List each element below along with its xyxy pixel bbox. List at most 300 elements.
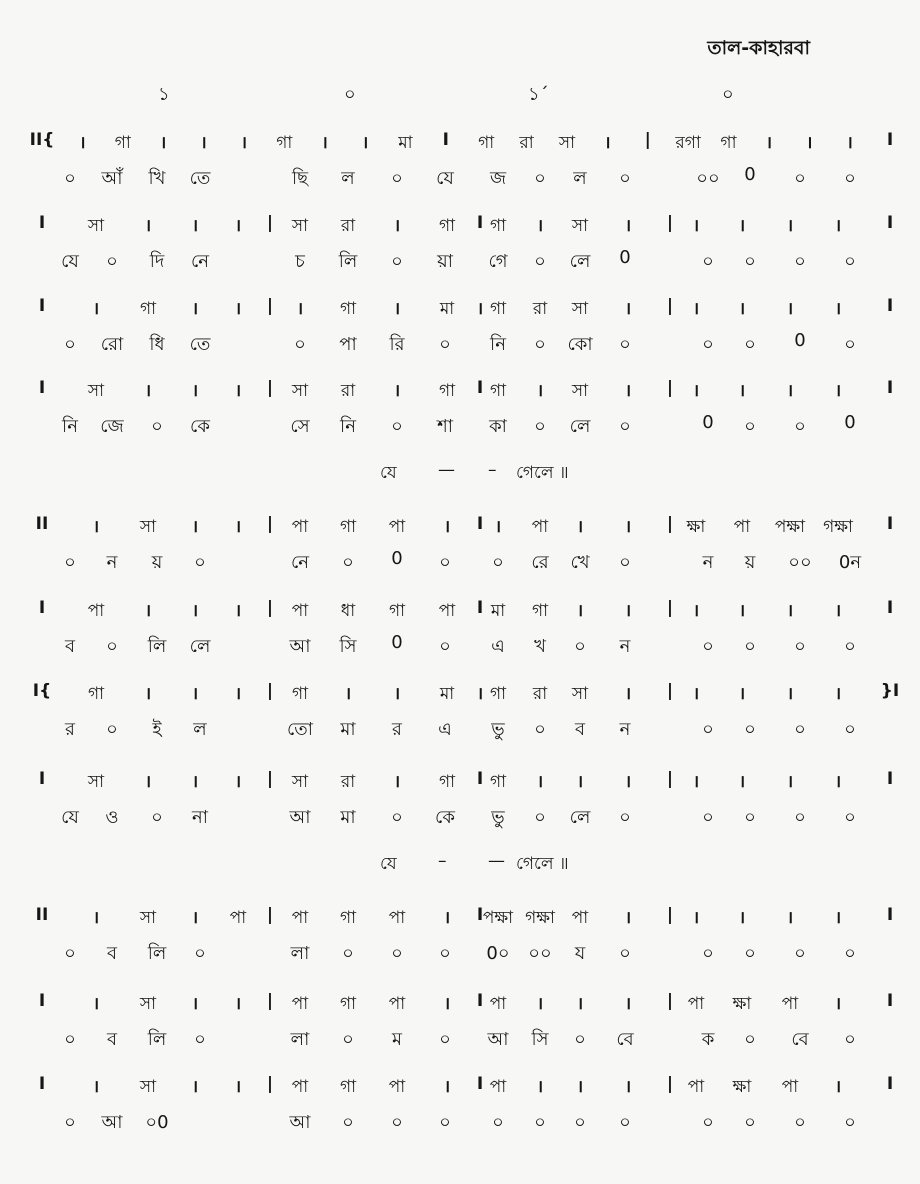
lyric-syllable: লে: [569, 251, 591, 272]
note-token: ।: [234, 299, 242, 319]
lyric-syllable: তে: [189, 334, 211, 355]
note-token: |: [666, 905, 674, 925]
lyric-syllable: আ: [289, 807, 311, 828]
note-token: ।: [234, 216, 242, 236]
note-token: গা: [339, 517, 357, 537]
note-token: ।: [738, 381, 746, 401]
note-token: |: [266, 991, 274, 1011]
lyric-syllable: য: [574, 943, 586, 964]
note-token: |: [266, 378, 274, 398]
lyric-syllable: ০: [391, 943, 403, 964]
note-token: ।: [834, 601, 842, 621]
notation-line: [0, 681, 920, 711]
note-token: ।: [79, 133, 86, 153]
note-token: ।: [576, 994, 584, 1014]
note-token: ।: [834, 772, 842, 792]
note-token: |: [666, 514, 674, 534]
note-token: ।: [692, 299, 700, 319]
note-token: পা: [388, 994, 406, 1014]
note-token: |: [266, 681, 274, 701]
note-token: ।: [692, 381, 700, 401]
note-token: I: [886, 378, 894, 398]
lyric-syllable: ০: [744, 719, 756, 740]
note-token: ।: [191, 684, 199, 704]
note-token: পা: [229, 908, 247, 928]
note-token: সা: [87, 381, 105, 401]
lyric-syllable: তো: [286, 719, 314, 740]
lyric-syllable: নে: [290, 552, 310, 573]
beat-marker: ০: [722, 84, 734, 105]
note-token: সা: [139, 517, 157, 537]
lyric-syllable: ০: [844, 334, 856, 355]
lyric-syllable: ০: [794, 636, 806, 657]
refrain-text: যে: [380, 463, 397, 483]
note-token: ।: [144, 601, 152, 621]
lyric-syllable: ০: [534, 168, 546, 189]
note-token: I: [886, 598, 894, 618]
note-token: I: [886, 130, 894, 150]
lyric-syllable: খ: [534, 636, 546, 657]
lyric-syllable: রি: [389, 334, 405, 355]
lyric-syllable: ব: [64, 636, 76, 657]
note-token: ।: [624, 684, 632, 704]
note-token: ।: [576, 601, 584, 621]
note-token: সা: [571, 381, 589, 401]
lyric-syllable: ০: [844, 719, 856, 740]
note-token: ।: [846, 133, 853, 153]
lyric-syllable: ০: [744, 943, 756, 964]
note-token: I: [38, 598, 46, 618]
note-token: ক্ষা: [732, 994, 752, 1014]
lyric-syllable: ন: [619, 719, 631, 740]
lyric-syllable: জে: [100, 416, 124, 437]
lyric-syllable: লে: [569, 416, 591, 437]
lyric-syllable: ০: [744, 334, 756, 355]
note-token: গা: [720, 133, 737, 153]
note-token: ।: [144, 381, 152, 401]
note-token: II: [35, 905, 49, 925]
lyric-syllable: সি: [339, 636, 357, 657]
note-token: পক্ষা: [774, 517, 806, 537]
note-token: |: [266, 296, 274, 316]
lyric-syllable: ০: [744, 807, 756, 828]
lyric-syllable: ০: [534, 1112, 546, 1133]
note-token: সা: [291, 381, 309, 401]
lyric-syllable: ব: [106, 1029, 118, 1050]
lyric-syllable: ০: [64, 943, 76, 964]
lyric-syllable: লে: [569, 807, 591, 828]
note-token: ।: [393, 299, 401, 319]
lyric-syllable: কে: [190, 416, 210, 437]
lyric-syllable: লা: [290, 1029, 310, 1050]
note-token: |: [666, 378, 674, 398]
lyric-syllable: না: [192, 807, 208, 828]
note-token: গা: [478, 133, 495, 153]
note-token: ।: [738, 908, 746, 928]
lyric-syllable: ব: [574, 719, 586, 740]
lyric-syllable: লে: [189, 636, 211, 657]
lyric-syllable: ০: [294, 334, 306, 355]
lyric-syllable: নি: [340, 416, 356, 437]
lyric-syllable: ল: [573, 168, 587, 189]
note-token: ।: [765, 133, 773, 153]
lyric-syllable: ও: [105, 807, 119, 828]
note-token: ।: [738, 216, 746, 236]
lyric-syllable: ক: [701, 1029, 715, 1050]
lyric-syllable: দি: [149, 251, 165, 272]
note-token: সা: [87, 216, 105, 236]
note-token: ।: [361, 133, 369, 153]
note-token: I: [476, 378, 484, 398]
note-token: ।: [738, 299, 746, 319]
note-token: গা: [489, 299, 507, 319]
lyric-syllable: য়: [744, 552, 756, 573]
lyric-syllable: য়: [151, 552, 163, 573]
lyric-syllable: ন: [619, 636, 631, 657]
note-token: ।: [834, 1077, 842, 1097]
note-token: ।: [624, 994, 632, 1014]
lyric-syllable: ০: [794, 168, 806, 189]
lyric-syllable: ০: [702, 251, 714, 272]
lyric-syllable: ০: [194, 1029, 206, 1050]
note-token: II: [35, 514, 49, 534]
lyric-line: [0, 1025, 920, 1055]
note-token: ।: [624, 381, 632, 401]
lyric-syllable: ০: [702, 334, 714, 355]
lyric-syllable: ০: [64, 168, 76, 189]
lyric-syllable: ০: [794, 416, 806, 437]
note-token: I: [476, 514, 484, 534]
beat-marker: ১´: [528, 84, 549, 105]
note-token: ।: [234, 684, 242, 704]
note-token: ।: [144, 216, 152, 236]
note-token: ।: [834, 994, 842, 1014]
note-token: II{: [29, 130, 55, 150]
note-token: ।: [834, 908, 842, 928]
lyric-syllable: ০০: [788, 552, 812, 573]
lyric-syllable: ০: [702, 943, 714, 964]
note-token: গা: [339, 908, 357, 928]
lyric-syllable: ০: [794, 719, 806, 740]
lyric-syllable: ০: [391, 807, 403, 828]
notation-line: [0, 378, 920, 408]
lyric-syllable: রে: [531, 552, 549, 573]
lyric-syllable: লি: [338, 251, 358, 272]
note-token: |: [666, 1074, 674, 1094]
lyric-syllable: বে: [791, 1029, 809, 1050]
note-token: ।: [624, 772, 632, 792]
note-token: পা: [291, 1077, 309, 1097]
note-token: গা: [291, 684, 309, 704]
note-token: গা: [87, 684, 105, 704]
note-token: ।: [234, 381, 242, 401]
lyric-syllable: ০: [151, 807, 163, 828]
lyric-syllable: ০: [794, 1112, 806, 1133]
lyric-syllable: আ: [487, 1029, 509, 1050]
refrain-text: –: [438, 851, 447, 871]
note-token: ।: [834, 381, 842, 401]
lyric-syllable: ০: [844, 1112, 856, 1133]
note-token: |: [666, 598, 674, 618]
lyric-syllable: খে: [570, 552, 590, 573]
lyric-syllable: ০: [844, 636, 856, 657]
lyric-syllable: ০: [794, 251, 806, 272]
notation-line: [0, 991, 920, 1021]
note-token: ।: [786, 601, 794, 621]
note-token: ।: [296, 299, 304, 319]
lyric-syllable: র: [65, 719, 75, 740]
note-token: ।: [234, 517, 242, 537]
lyric-syllable: ০: [744, 1112, 756, 1133]
beat-marker: ০: [344, 84, 356, 105]
note-token: ।: [393, 216, 401, 236]
lyric-syllable: ন: [106, 552, 118, 573]
note-token: ।: [321, 133, 328, 153]
note-token: পা: [531, 517, 549, 537]
lyric-line: [0, 632, 920, 662]
lyric-syllable: ০: [844, 807, 856, 828]
note-token: ।: [191, 381, 199, 401]
lyric-syllable: ০: [844, 168, 856, 189]
note-token: গক্ষা: [525, 908, 555, 928]
note-token: ।: [738, 601, 746, 621]
note-token: সা: [87, 772, 105, 792]
lyric-syllable: ০০: [528, 943, 552, 964]
lyric-syllable: ০: [619, 807, 631, 828]
lyric-syllable: ন: [702, 552, 714, 573]
lyric-syllable: 0: [619, 247, 631, 268]
lyric-syllable: নে: [190, 251, 210, 272]
lyric-syllable: আ: [101, 1112, 123, 1133]
note-token: I: [476, 991, 484, 1011]
lyric-line: [0, 548, 920, 578]
note-token: পক্ষা: [482, 908, 514, 928]
note-token: |: [644, 130, 651, 150]
note-token: ।: [536, 772, 544, 792]
note-token: ।: [234, 1077, 242, 1097]
note-token: গা: [489, 772, 507, 792]
note-token: |: [266, 514, 274, 534]
lyric-syllable: ০: [439, 1029, 451, 1050]
note-token: ।: [536, 994, 544, 1014]
lyric-syllable: ০: [64, 1112, 76, 1133]
note-token: I: [476, 213, 484, 233]
note-token: মা: [398, 133, 413, 153]
note-token: মা: [490, 601, 506, 621]
note-token: |: [666, 681, 674, 701]
lyric-syllable: ০: [744, 636, 756, 657]
lyric-syllable: ০: [534, 719, 546, 740]
lyric-syllable: সে: [290, 416, 310, 437]
note-token: পা: [291, 601, 309, 621]
lyric-syllable: এ: [438, 719, 452, 740]
note-token: ।: [786, 772, 794, 792]
note-token: ।: [92, 1077, 100, 1097]
lyric-syllable: এ: [491, 636, 505, 657]
note-token: গা: [438, 216, 456, 236]
note-token: পা: [388, 517, 406, 537]
note-token: ।: [159, 133, 167, 153]
note-token: ।: [144, 772, 152, 792]
note-token: পা: [388, 908, 406, 928]
note-token: সা: [571, 684, 589, 704]
note-token: গা: [114, 133, 131, 153]
lyric-syllable: ০: [534, 807, 546, 828]
note-token: ।: [624, 908, 632, 928]
lyric-syllable: আঁ: [101, 168, 123, 189]
lyric-syllable: বে: [616, 1029, 634, 1050]
lyric-syllable: ০: [391, 168, 403, 189]
lyric-line: [0, 330, 920, 360]
lyric-syllable: ০: [744, 1029, 756, 1050]
notation-line: [0, 514, 920, 544]
note-token: পা: [489, 1077, 507, 1097]
refrain-text: গেলে ॥: [516, 854, 569, 874]
note-token: I: [886, 769, 894, 789]
note-token: ।: [536, 381, 544, 401]
lyric-syllable: ০: [64, 1029, 76, 1050]
refrain-text: —: [488, 851, 505, 871]
lyric-syllable: শা: [437, 416, 453, 437]
lyric-syllable: ০0: [145, 1112, 169, 1133]
lyric-syllable: ০: [744, 416, 756, 437]
note-token: I: [476, 769, 484, 789]
lyric-syllable: 0০: [486, 943, 510, 964]
lyric-syllable: ০: [194, 943, 206, 964]
lyric-syllable: ছি: [291, 168, 309, 189]
notation-line: [0, 598, 920, 628]
lyric-syllable: 0: [391, 548, 403, 569]
note-token: ।: [92, 994, 100, 1014]
note-token: |: [266, 598, 274, 618]
refrain-text: —: [438, 460, 455, 480]
note-token: ।: [786, 299, 794, 319]
note-token: ।: [692, 908, 700, 928]
lyric-syllable: ০: [702, 1112, 714, 1133]
lyric-syllable: ০: [534, 251, 546, 272]
lyric-syllable: ০: [619, 552, 631, 573]
note-token: ক্ষা: [732, 1077, 752, 1097]
note-token: I: [38, 296, 46, 316]
note-token: ।: [393, 381, 401, 401]
note-token: গা: [531, 601, 549, 621]
note-token: গা: [388, 601, 406, 621]
note-token: সা: [571, 299, 589, 319]
note-token: ।: [443, 908, 451, 928]
lyric-syllable: ০: [439, 943, 451, 964]
note-token: ।: [443, 517, 451, 537]
lyric-syllable: চ: [295, 251, 305, 272]
note-token: ।: [92, 517, 100, 537]
lyric-syllable: ০: [702, 636, 714, 657]
lyric-syllable: 0: [391, 632, 403, 653]
note-token: ।: [191, 299, 199, 319]
note-token: ।: [806, 133, 813, 153]
note-token: রা: [532, 684, 548, 704]
note-token: ক্ষা: [686, 517, 706, 537]
lyric-syllable: গে: [488, 251, 508, 272]
lyric-syllable: যে: [61, 807, 79, 828]
lyric-syllable: ম: [392, 1029, 402, 1050]
note-token: I: [886, 514, 894, 534]
lyric-syllable: য়া: [437, 251, 453, 272]
note-token: I: [476, 598, 484, 618]
lyric-syllable: লি: [147, 636, 167, 657]
note-token: গা: [489, 381, 507, 401]
note-token: পা: [733, 517, 751, 537]
lyric-syllable: ০: [492, 552, 504, 573]
note-token: }I: [880, 681, 900, 701]
note-token: ।: [692, 772, 700, 792]
note-token: I: [886, 1074, 894, 1094]
notation-line: [0, 213, 920, 243]
lyric-syllable: ধি: [149, 334, 165, 355]
lyric-syllable: ব: [106, 943, 118, 964]
note-token: ।: [191, 994, 199, 1014]
note-token: ।: [624, 517, 632, 537]
lyric-line: [0, 939, 920, 969]
note-token: সা: [291, 772, 309, 792]
note-token: ।: [786, 381, 794, 401]
note-token: পা: [781, 1077, 799, 1097]
lyric-syllable: আ: [289, 1112, 311, 1133]
lyric-syllable: কো: [567, 334, 593, 355]
lyric-syllable: র: [392, 719, 402, 740]
note-token: গা: [139, 299, 157, 319]
lyric-syllable: ০: [194, 552, 206, 573]
note-token: রা: [340, 381, 356, 401]
note-token: সা: [139, 908, 157, 928]
note-token: গা: [339, 299, 357, 319]
lyric-syllable: খি: [148, 168, 166, 189]
note-token: পা: [87, 601, 105, 621]
note-token: সা: [139, 1077, 157, 1097]
lyric-syllable: জ: [489, 168, 507, 189]
lyric-syllable: লি: [147, 1029, 167, 1050]
note-token: ।: [191, 908, 199, 928]
note-token: গা: [489, 684, 507, 704]
note-token: রা: [340, 772, 356, 792]
notation-line: [0, 296, 920, 326]
lyric-syllable: ০: [702, 807, 714, 828]
note-token: রগা: [675, 133, 701, 153]
lyric-syllable: লা: [290, 943, 310, 964]
note-token: পা: [781, 994, 799, 1014]
lyric-syllable: ০: [439, 1112, 451, 1133]
note-token: গা: [339, 1077, 357, 1097]
lyric-syllable: ০: [439, 552, 451, 573]
lyric-syllable: ০: [534, 416, 546, 437]
notation-line: [0, 130, 920, 160]
note-token: ।: [191, 772, 199, 792]
lyric-syllable: যে: [436, 168, 454, 189]
note-token: I: [476, 1074, 484, 1094]
note-token: রা: [519, 133, 534, 153]
note-token: ।: [234, 772, 242, 792]
note-token: ।: [692, 216, 700, 236]
note-token: ।: [738, 772, 746, 792]
note-token: পা: [571, 908, 589, 928]
note-token: |: [666, 213, 674, 233]
note-token: ।: [92, 299, 100, 319]
lyric-syllable: ০: [844, 943, 856, 964]
note-token: গা: [276, 133, 293, 153]
note-token: গক্ষা: [823, 517, 853, 537]
note-token: ।: [393, 684, 401, 704]
lyric-syllable: ০: [492, 1112, 504, 1133]
beat-markers: [0, 80, 920, 110]
lyric-syllable: 0ন: [838, 552, 862, 573]
